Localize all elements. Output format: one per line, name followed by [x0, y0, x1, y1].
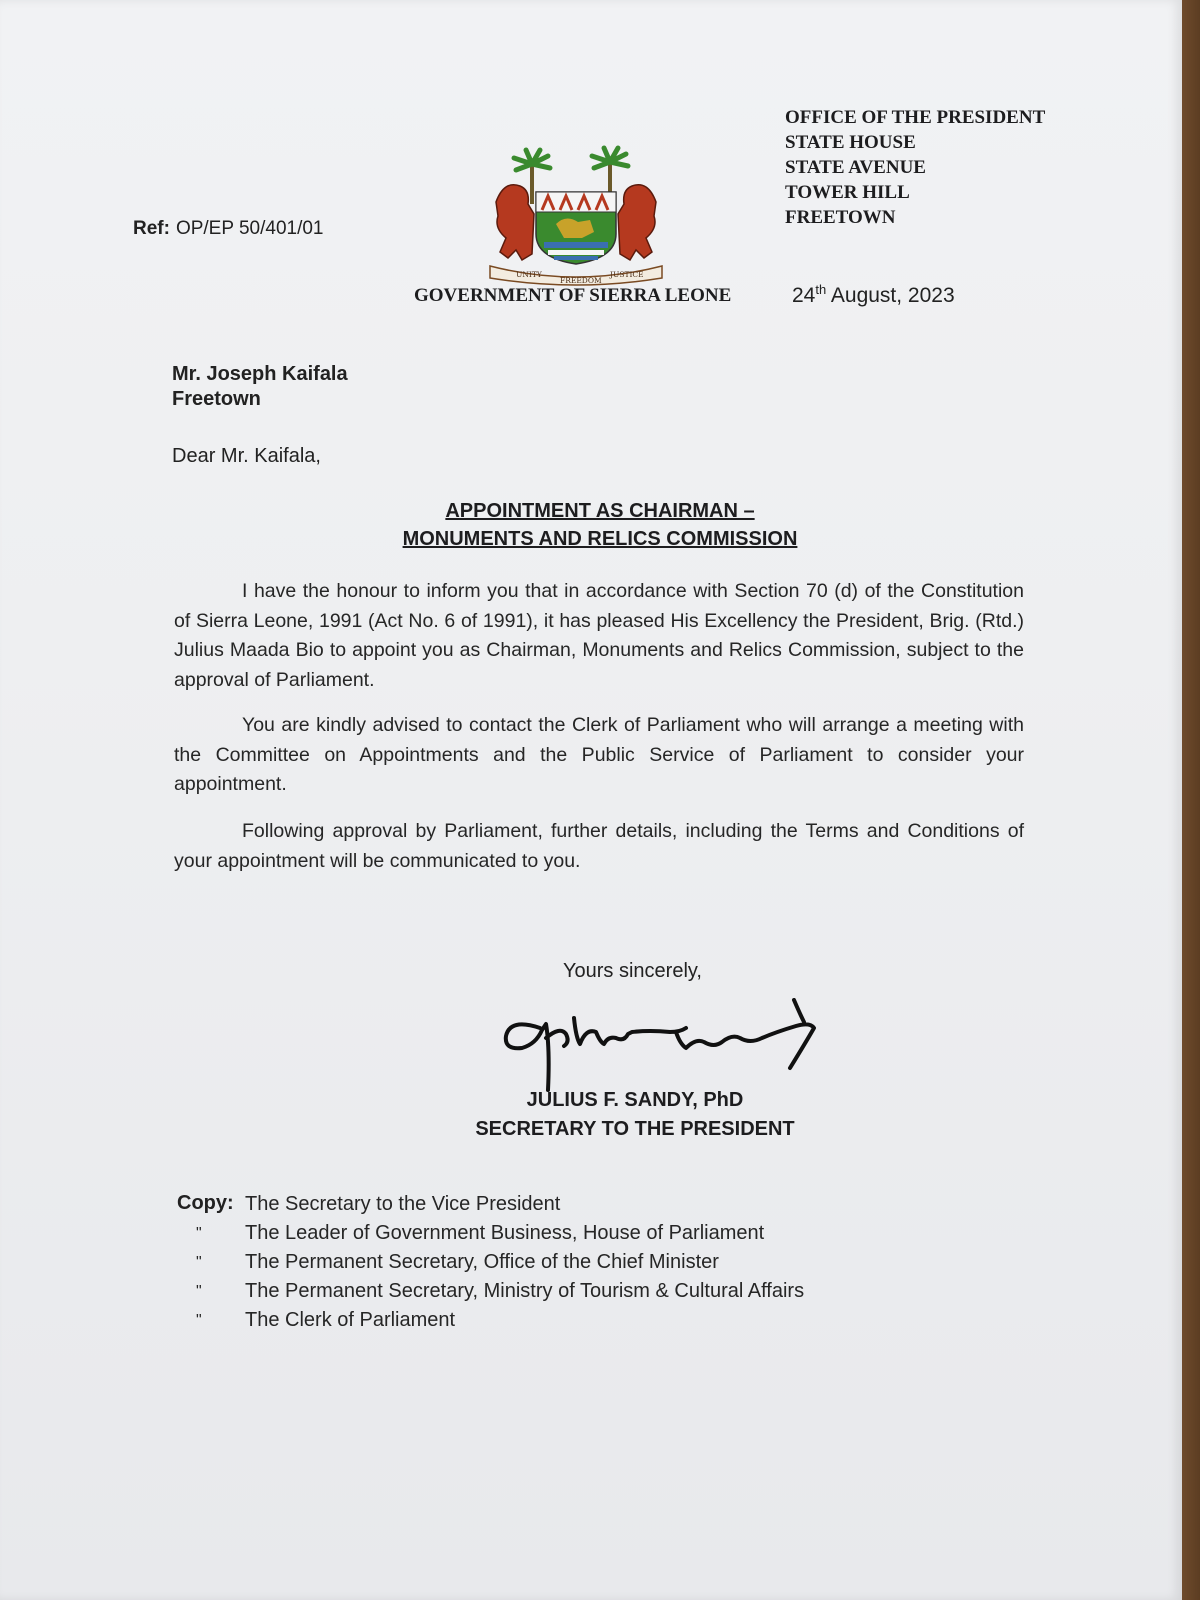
body-paragraph: Following approval by Parliament, further details, including the Terms and Conditions of your appointment will be communicated to you. — [174, 820, 1024, 872]
addressee-name: Mr. Joseph Kaifala — [172, 363, 348, 385]
copy-recipient: The Permanent Secretary, Ministry of Tourism & Cultural Affairs — [245, 1280, 805, 1302]
ditto-mark: " — [196, 1312, 202, 1329]
signer-name: JULIUS F. SANDY, PhD — [526, 1089, 744, 1111]
signature-icon — [500, 998, 840, 1093]
motto-justice: JUSTICE — [610, 270, 644, 279]
office-address — [785, 105, 1045, 230]
signer-title: SECRETARY TO THE PRESIDENT — [475, 1118, 795, 1140]
ditto-mark: " — [196, 1254, 202, 1271]
lion-right-icon — [618, 185, 656, 260]
office-line: OFFICE OF THE PRESIDENT — [785, 107, 1046, 128]
addressee — [172, 362, 348, 412]
copy-recipient: The Leader of Government Business, House of Parliament — [245, 1222, 765, 1244]
copy-recipient: The Permanent Secretary, Office of the Chief Minister — [245, 1251, 719, 1273]
lion-left-icon — [496, 185, 534, 260]
motto-freedom: FREEDOM — [560, 276, 602, 285]
salutation: Dear Mr. Kaifala, — [172, 445, 321, 467]
date-day: 24 — [792, 284, 816, 307]
letter-date — [792, 282, 955, 308]
body-paragraph: You are kindly advised to contact the Clerk of Parliament who will arrange a meeting with the Committee on Appointments and the Public Service of Parliament to consider your appointment. — [174, 714, 1024, 795]
copy-recipient: The Clerk of Parliament — [245, 1309, 456, 1331]
copy-recipient: The Secretary to the Vice President — [245, 1193, 561, 1215]
subject-heading — [300, 497, 900, 553]
closing: Yours sincerely, — [563, 960, 702, 982]
motto-ribbon — [490, 266, 662, 285]
date-rest: August, 2023 — [826, 284, 955, 307]
date-suffix: th — [815, 282, 827, 297]
signatory — [460, 1086, 810, 1144]
subject-line-2: MONUMENTS AND RELICS COMMISSION — [402, 528, 798, 550]
ditto-mark: " — [196, 1225, 202, 1242]
ref-label: Ref: — [133, 218, 170, 239]
coat-of-arms-icon — [486, 142, 666, 287]
motto-unity: UNITY — [516, 270, 542, 279]
ref-value: OP/EP 50/401/01 — [175, 218, 324, 239]
ditto-mark: " — [196, 1283, 202, 1300]
office-line: STATE HOUSE — [785, 132, 916, 153]
office-line: FREETOWN — [785, 207, 896, 228]
shield-icon — [536, 192, 616, 264]
copy-label: Copy: — [177, 1192, 234, 1214]
subject-line-1: APPOINTMENT AS CHAIRMAN – — [445, 500, 755, 522]
reference-number — [133, 218, 324, 240]
government-name: GOVERNMENT OF SIERRA LEONE — [414, 285, 732, 306]
addressee-city: Freetown — [172, 388, 261, 410]
office-line: STATE AVENUE — [785, 157, 926, 178]
office-line: TOWER HILL — [785, 182, 910, 203]
body-paragraph: I have the honour to inform you that in accordance with Section 70 (d) of the Constitution of Sierra Leone, 1991 (Act No. 6 of 1991), it has pleased His Excellency the President, Brig. (Rtd.) Julius Maada Bio to appoint you as Chairman, Monuments and Relics Commission, subject to the approval of Parliament. — [174, 580, 1024, 691]
